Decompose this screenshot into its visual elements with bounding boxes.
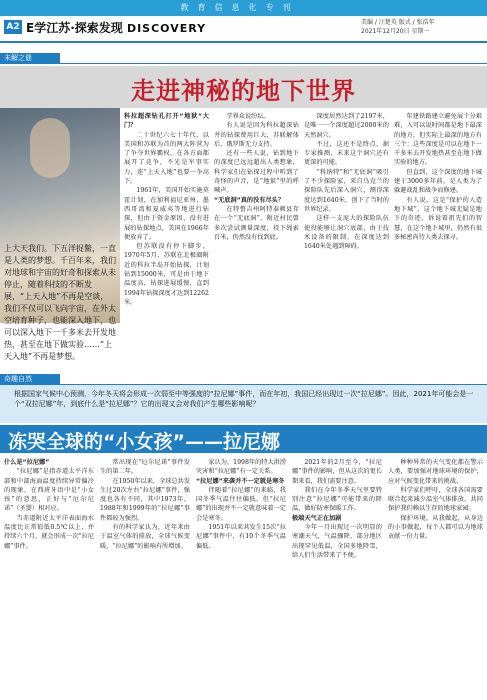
story2-intro-box bbox=[0, 385, 487, 423]
paragraph: 学界众说纷纭。 bbox=[226, 113, 270, 120]
story2-tag bbox=[0, 374, 60, 385]
story1-column-3 bbox=[304, 112, 389, 382]
story1-column-4 bbox=[394, 112, 482, 382]
story2-column-5 bbox=[388, 458, 483, 698]
paragraph: 还有一些人说，钻到地下的深度已远远超出人类想象，科学家们在钻探过程中听到了奇怪的声音，是“地狱”里的呼喊声。 bbox=[214, 150, 299, 195]
paragraph: 科学家们呼吁，全球各国需要联合起来减少温室气体排放，共同保护我们赖以生存的地球家园。 bbox=[388, 486, 483, 513]
paragraph: 二十世纪六七十年代，以美国和苏联为首的两大阵营为了争夺世界霸权，在各方面都展开了竞争，不光是军事实力，连“上天入地”也要一争高下。 bbox=[124, 131, 209, 186]
story2-tag-label: 奇趣自然 bbox=[4, 375, 32, 383]
story2-column-2 bbox=[100, 458, 190, 698]
subheading: “拉尼娜”来袭并不一定就是寒冬 bbox=[196, 477, 285, 485]
story1-tag bbox=[0, 53, 60, 64]
story1-column-1 bbox=[124, 112, 209, 382]
paragraph: 深度居然达到了2197米，是唯一一个深度超过2000米的天然洞穴。 bbox=[304, 113, 389, 139]
header-divider bbox=[0, 41, 487, 43]
subheading: 科拉超深钻孔打开“地狱”大门？ bbox=[124, 113, 209, 130]
paragraph: 今年一月出现过一次明显的寒潮天气，气温骤降，部分地区出现罕见低温，全国多地降雪，给人们生活带来了不便。 bbox=[292, 524, 382, 559]
story1-tag-label: 未解之谜 bbox=[4, 54, 32, 62]
story1-column-2 bbox=[214, 112, 299, 382]
masthead-bar bbox=[0, 0, 487, 16]
paragraph: “拉尼娜”是指赤道太平洋东部和中部海面温度持续异常偏冷的现象，在西班牙语中是“小女孩”的意思，正好与“厄尔尼诺”（圣婴）相对应。 bbox=[4, 468, 94, 513]
paragraph: 保护环境，从我做起，从身边的小事做起，每个人都可以为地球贡献一份力量。 bbox=[388, 514, 483, 541]
paragraph: 在特鲁吉州阿特泰顿县存在一个“无底洞”，附近村民曾多次尝试测量深度，投下绳索百米，仍然没有找到底。 bbox=[214, 205, 299, 241]
paragraph: 但苏联没有停下脚步，1970年5月，苏联在北极圈附近的科拉半岛开始钻探，计划钻到15000米，可是由于地下温度高，钻探进展缓慢，直到1994年钻探深度才达到12262米。 bbox=[124, 243, 209, 306]
paragraph: 年建铁路建立避免展十分艰难，入可以说时间都是地下最深的地方，但实际上最深的地方有三个：这些深度是可以在地下一千多米去开发地热甚至在地下做实验的地方。 bbox=[394, 113, 482, 167]
paragraph: 有人说是因为科拉超深钻井的钻探费用巨大，苏联解体后，俄罗斯无力支持。 bbox=[214, 122, 299, 148]
paragraph: 有人说，这是“保护的人造地下城”，这个地下城无疑是地下的奇迹，诉说着祖先们的智慧，在这个地下城里，仍然有很多秘密尚待人类去探寻。 bbox=[394, 196, 482, 241]
paragraph: 2021年的2月至今，“拉尼娜”事件的影响，但从这次的更长期来看，我们需要注意。 bbox=[292, 459, 382, 485]
paragraph: 家认为，1998年的特大洪涝灾害和“拉尼娜”有一定关系。 bbox=[196, 459, 286, 476]
paragraph: 在1950年以来，全球总共发生过20次左右“拉尼娜”事件，强度也各有不同，其中1973年、1988年和1999年的“拉尼娜”事件都较为强烈。 bbox=[100, 477, 190, 522]
paragraph: 我们在今年冬季天气里要特别注意“拉尼娜”可能带来的降温，做好防寒保暖工作。 bbox=[292, 486, 382, 513]
story2-intro: 根据国家气候中心预测，今年冬天将会形成一次弱至中等强度的“拉尼娜”事件，而在年初，我国已经出现过一次“拉尼娜”。因此，2021年可能会是一个“双拉尼娜”年，到底什么是“拉尼娜”？它的出现又会对我们产生哪些影响呢？ bbox=[14, 390, 474, 408]
story1-tag-rule bbox=[60, 63, 487, 64]
issue-date: 2021年12月20日 星期一 bbox=[361, 28, 430, 35]
story2-column-3 bbox=[196, 458, 286, 698]
story2-column-1 bbox=[4, 458, 94, 698]
paragraph: 这样一支庞大的探险队伍使役能够让洞穴底部，由于技术设备的限制，在深度达到1640米处遇到障碍。 bbox=[304, 215, 389, 251]
story1-photo-caption: 上大天我们。下五洋捉鳖，一直是人类的梦想。千百年来，我们对地球和宇宙的好奇和探索从未停止，随着科技的不断发展，“上天入地”不再是空谈，我们不仅可以飞向宇宙，在外太空培育种子，也能深入地下，也可以深入地下一千多米去开发地热，甚至在地下做实验……“上天入地”不再是梦想。 bbox=[4, 244, 116, 361]
paragraph: 伴随着“拉尼娜”的来临，我国冬季气温往往偏低，但“拉尼娜”的出现并不一定就意味着一定会是寒冬。 bbox=[196, 486, 286, 522]
page-meta bbox=[361, 18, 481, 36]
photo-figure bbox=[30, 118, 70, 178]
paragraph: 常出现在“厄尔尼诺”事件发生的第二年。 bbox=[100, 459, 190, 476]
subheading: 什么是“拉尼娜” bbox=[4, 459, 50, 466]
section-title-en: DISCOVERY bbox=[126, 22, 207, 35]
page-header bbox=[0, 16, 487, 42]
subheading: 极端天气正在加剧 bbox=[292, 514, 342, 522]
paragraph: 不过，这还不是终点，据专家推测，未来这个洞穴还有更深的可能。 bbox=[304, 140, 389, 167]
section-title bbox=[26, 19, 206, 36]
section-title-cn: E学江苏·探索发现 bbox=[26, 21, 123, 35]
page-number: A2 bbox=[4, 20, 22, 34]
masthead-slogan: 教育信息化专刊 bbox=[180, 3, 300, 12]
story1-headline: 走进神秘的地下世界 bbox=[131, 77, 356, 105]
paragraph: 1961年，美国开始实施莫霍计划，在加利福尼亚州，墨西哥湾和夏威夷等地进行钻探，但由于资金原因，没有进展的钻探地点，美国在1966年便放弃了。 bbox=[124, 187, 209, 241]
paragraph: 当赤道附近太平洋表面海水温度比正常值低0.5℃以上，并持续六个月，就会形成一次“拉尼娜”事件。 bbox=[4, 514, 94, 550]
paragraph: “科纳特”和“无底洞”吸引了不少探险家，来自乌克兰的探险队先后深入洞穴，测得深度达到1640米，创下了当时的世界纪录。 bbox=[304, 168, 389, 213]
subheading: “无底洞”真的没有尽头？ bbox=[214, 196, 285, 204]
story2-headline: 冻哭全球的“小女孩”——拉尼娜 bbox=[8, 431, 280, 453]
paragraph: 但直到，这个深度的地下城建于3000多年前，是人类为了躲避战乱和战争而修建。 bbox=[394, 168, 482, 195]
story2-banner bbox=[0, 425, 487, 453]
paragraph: 种种异常的天气变化都在警示人类，要加强对地球环境的保护，应对气候变化带来的挑战。 bbox=[388, 459, 483, 485]
story1-photo bbox=[0, 108, 120, 361]
story2-column-4 bbox=[292, 458, 382, 698]
editor-credit: 美编 / 汪楚英 版式 / 张浩年 bbox=[361, 19, 435, 26]
paragraph: 有的科学家认为，近年来由于温室气体的排放，全球气候变暖，“拉尼娜”的影响有所增加。 bbox=[100, 524, 190, 550]
paragraph: 1951年以来共发生15次“拉尼娜”事件中，有10个冬季气温偏低。 bbox=[196, 524, 286, 550]
story1-banner bbox=[0, 66, 487, 108]
